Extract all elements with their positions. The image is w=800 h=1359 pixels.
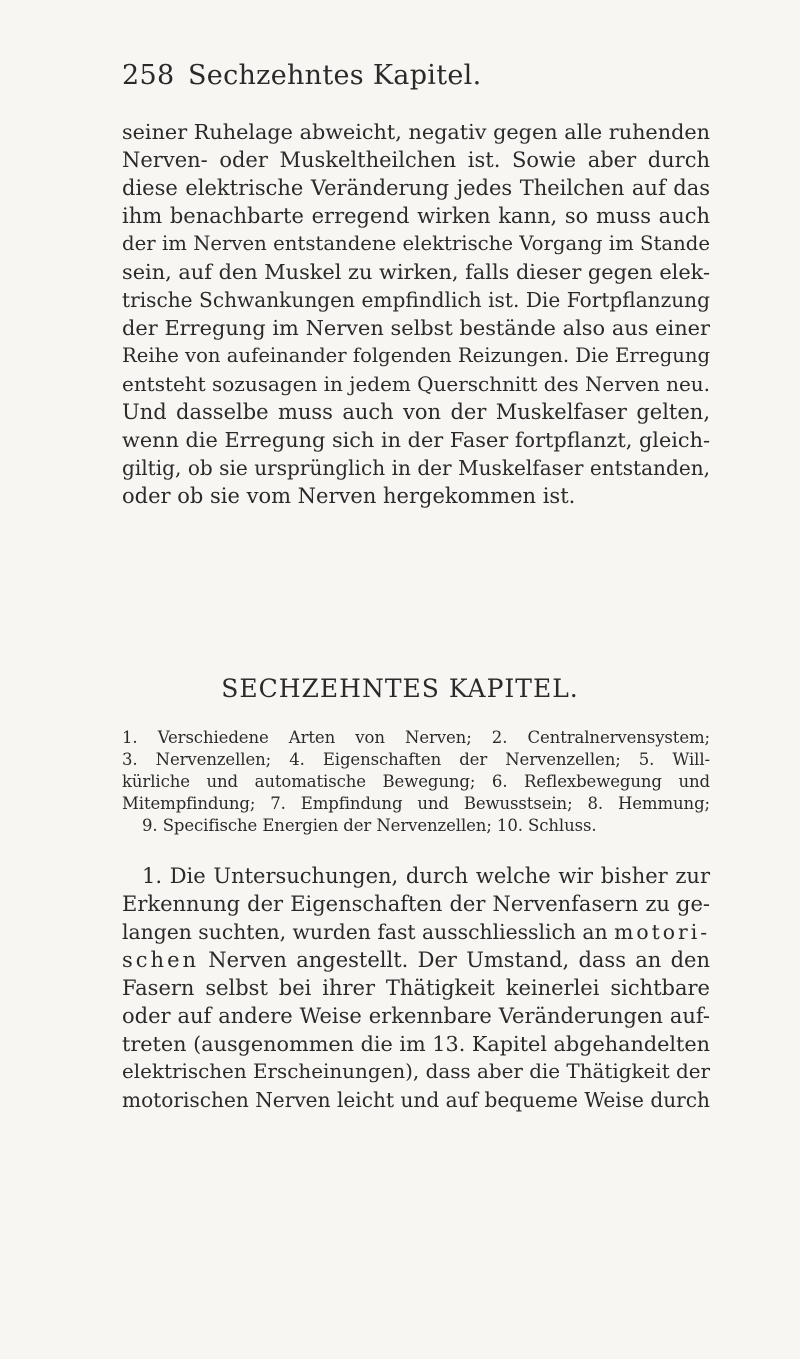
text-line: der Erregung im Nerven selbst bestände also aus einer [122, 316, 710, 340]
text-line: giltig, ob sie ursprünglich in der Muskelfaser entstanden, [122, 456, 710, 480]
contents-line: 1. Verschiedene Arten von Nerven; 2. Centralnervensystem; [122, 728, 710, 747]
running-head [122, 60, 722, 100]
text-line: ihm benachbarte erregend wirken kann, so muss auch [122, 204, 710, 228]
text-segment: Nerven angestellt. Der Umstand, dass an den [208, 948, 710, 972]
contents-line: kürliche und automatische Bewegung; 6. Reflexbewegung und [122, 772, 710, 791]
text-line: Erkennung der Eigenschaften der Nervenfasern zu ge- [122, 892, 710, 916]
text-segment: langen suchten, wurden fast ausschliesslich an [122, 920, 608, 944]
text-line: motorischen Nerven leicht und auf bequeme Weise durch [122, 1088, 710, 1112]
text-line: Und dasselbe muss auch von der Muskelfaser gelten, [122, 400, 710, 424]
emphasized-word: motori- [614, 920, 711, 944]
contents-line: Mitempfindung; 7. Empfindung und Bewusstsein; 8. Hemmung; [122, 794, 710, 813]
text-line: der im Nerven entstandene elektrische Vorgang im Stande [122, 232, 710, 255]
text-line [122, 918, 710, 946]
text-line: trische Schwankungen empfindlich ist. Die Fortpflanzung [122, 288, 710, 312]
text-line: sein, auf den Muskel zu wirken, falls dieser gegen elek- [122, 260, 710, 284]
contents-line: 3. Nervenzellen; 4. Eigenschaften der Nervenzellen; 5. Will- [122, 750, 710, 769]
contents-line: 9. Specifische Energien der Nervenzellen; 10. Schluss. [142, 816, 597, 835]
text-line: seiner Ruhelage abweicht, negativ gegen alle ruhenden [122, 120, 710, 144]
text-line: oder ob sie vom Nerven hergekommen ist. [122, 484, 576, 508]
text-line: entsteht sozusagen in jedem Querschnitt des Nerven neu. [122, 372, 710, 396]
text-line: Reihe von aufeinander folgenden Reizungen. Die Erregung [122, 344, 711, 367]
text-line: diese elektrische Veränderung jedes Theilchen auf das [122, 176, 710, 200]
text-line: treten (ausgenommen die im 13. Kapitel abgehandelten [122, 1032, 711, 1056]
emphasized-word: schen [122, 948, 200, 972]
running-head-chapter-label: Sechzehntes Kapitel. [188, 60, 482, 91]
text-line: Nerven- oder Muskeltheilchen ist. Sowie aber durch [122, 148, 710, 172]
text-line [122, 946, 710, 974]
text-line: elektrischen Erscheinungen), dass aber die Thätigkeit der [122, 1060, 711, 1083]
chapter-heading: SECHZEHNTES KAPITEL. [221, 674, 579, 703]
page-number: 258 [122, 60, 175, 91]
text-line: wenn die Erregung sich in der Faser fortpflanzt, gleich- [122, 428, 711, 452]
text-line: Fasern selbst bei ihrer Thätigkeit keinerlei sichtbare [122, 976, 710, 1000]
text-line: oder auf andere Weise erkennbare Veränderungen auf- [122, 1004, 710, 1028]
text-line: 1. Die Untersuchungen, durch welche wir bisher zur [142, 864, 710, 888]
